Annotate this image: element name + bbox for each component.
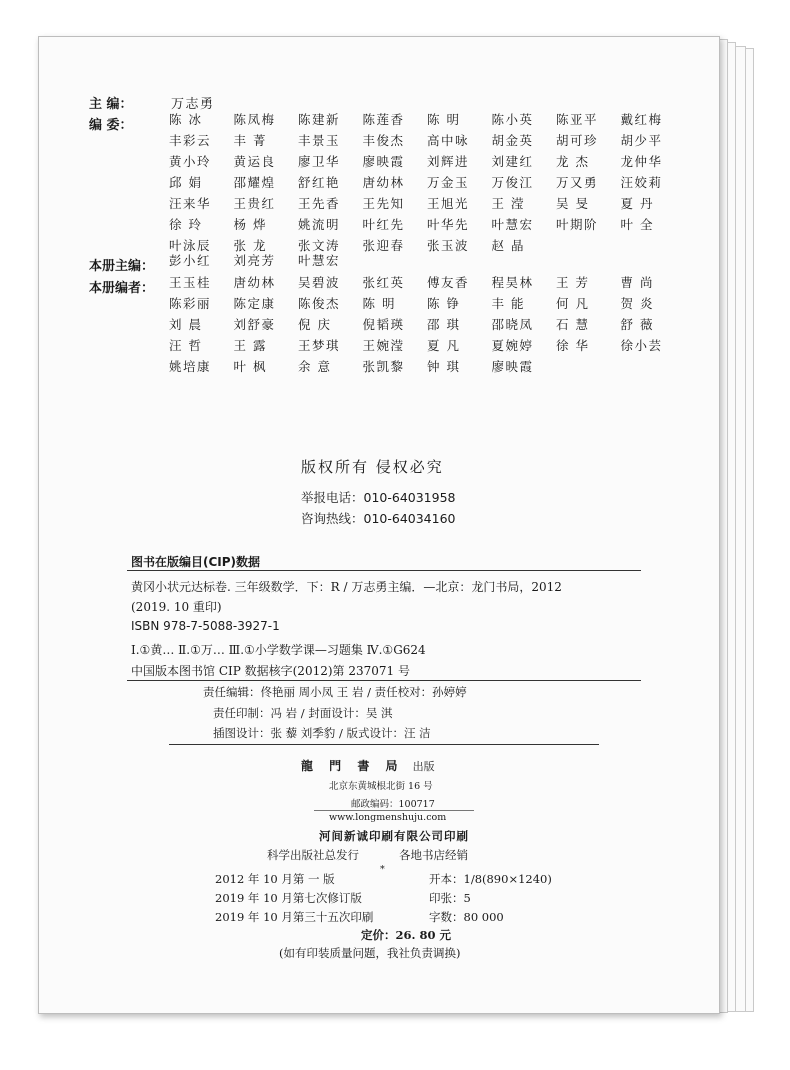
- volume-editor-name: 王 芳: [556, 274, 590, 290]
- edition-row3-left: 2019 年 10 月第三十五次印刷: [215, 910, 374, 924]
- volume-editor-row: [169, 313, 685, 334]
- distribution-right: 各地书店经销: [399, 848, 468, 862]
- volume-editor-row: [169, 292, 685, 313]
- volume-editor-name: 廖映霞: [491, 358, 534, 374]
- editorial-board-name: 刘辉进: [427, 153, 470, 169]
- volume-editor-name: 贺 炎: [620, 295, 654, 311]
- volume-editor-name: 王玉桂: [169, 274, 212, 290]
- volume-editor-name: 程昊林: [491, 274, 534, 290]
- volume-editor-name: 陈 铮: [427, 295, 461, 311]
- editorial-board-name: 龙仲华: [620, 153, 663, 169]
- editorial-board-name: 赵 晶: [491, 237, 525, 253]
- quality-note: (如有印装质量问题，我社负责调换): [279, 946, 461, 960]
- editorial-board-name: 胡金英: [491, 132, 534, 148]
- printer-name: 河间新诚印刷有限公司印刷: [319, 829, 469, 843]
- editorial-board-name: 张玉波: [427, 237, 470, 253]
- editorial-board-row: [169, 150, 685, 171]
- cip-classification: Ⅰ.①黄… Ⅱ.①万… Ⅲ.①小学数学课—习题集 Ⅳ.①G624: [131, 643, 426, 657]
- editorial-board-name: 叶 全: [620, 216, 654, 232]
- editorial-board-name: 黄运良: [233, 153, 276, 169]
- editorial-board-name: 叶华先: [427, 216, 470, 232]
- volume-editor-name: 石 慧: [556, 316, 590, 332]
- edition-row2-left: 2019 年 10 月第七次修订版: [215, 891, 362, 905]
- print-cover-credits: 责任印制：冯 岩 / 封面设计：吴 淇: [213, 706, 393, 720]
- editorial-board-row: [169, 108, 685, 129]
- editorial-board-name: 杨 烨: [233, 216, 267, 232]
- consult-hotline: 咨询热线：010-64034160: [301, 511, 456, 526]
- chief-editor-label: 主 编：: [89, 97, 133, 112]
- volume-editor-name: 陈俊杰: [298, 295, 341, 311]
- volume-editor-name: 刘舒豪: [233, 316, 276, 332]
- cip-bottom-rule: [127, 680, 641, 681]
- volume-editor-row: [169, 334, 685, 355]
- editorial-board-name: 张 龙: [233, 237, 267, 253]
- editorial-board-name: 丰俊杰: [362, 132, 405, 148]
- cip-core-number: 中国版本图书馆 CIP 数据核字(2012)第 237071 号: [131, 664, 410, 678]
- cip-title-line: 黄冈小状元达标卷. 三年级数学．下：R / 万志勇主编．—北京：龙门书局，2012: [131, 580, 562, 594]
- illustration-layout-credits: 插图设计：张 藜 刘季豹 / 版式设计：汪 洁: [213, 726, 431, 740]
- volume-editor-name: 陈定康: [233, 295, 276, 311]
- editorial-board-name: 张迎春: [362, 237, 405, 253]
- editorial-board-name: 丰 菁: [233, 132, 267, 148]
- editorial-board-row: [169, 213, 685, 234]
- editorial-board-name: 陈 冰: [169, 111, 203, 127]
- editorial-board-name: 夏 丹: [620, 195, 654, 211]
- editorial-board-name: 王先香: [298, 195, 341, 211]
- volume-editor-name: 陈 明: [362, 295, 396, 311]
- editorial-board-name: 舒红艳: [298, 174, 341, 190]
- editorial-board-name: 王先知: [362, 195, 405, 211]
- chief-editor-name: 万志勇: [171, 97, 215, 112]
- volume-editor-name: 叶 枫: [233, 358, 267, 374]
- publisher-postcode: 邮政编码：100717: [351, 799, 435, 810]
- volume-editor-name: 姚培康: [169, 358, 212, 374]
- editorial-board-name: 叶期阶: [556, 216, 599, 232]
- publisher-website: www.longmenshuju.com: [329, 812, 447, 823]
- volume-editor-row: [169, 271, 685, 292]
- separator-asterisk: *: [380, 864, 385, 875]
- volume-editor-name: 傅友香: [427, 274, 470, 290]
- editorial-board-label: 编 委：: [89, 118, 133, 133]
- editorial-board-names: [169, 108, 685, 255]
- edition-row1-right: 开本：1/8(890×1240): [429, 872, 552, 886]
- volume-editor-name: 唐幼林: [233, 274, 276, 290]
- price: 定价：26. 80 元: [361, 928, 452, 942]
- editorial-board-name: 汪来华: [169, 195, 212, 211]
- editorial-board-name: 万又勇: [556, 174, 599, 190]
- editorial-board-name: 唐幼林: [362, 174, 405, 190]
- editorial-board-name: 叶泳辰: [169, 237, 212, 253]
- volume-editor-name: 徐 华: [556, 337, 590, 353]
- editorial-board-name: 吴 旻: [556, 195, 590, 211]
- volume-editor-name: 何 凡: [556, 295, 590, 311]
- volume-chief-editor-label: 本册主编：: [89, 259, 155, 274]
- editorial-board-name: 陈凤梅: [233, 111, 276, 127]
- volume-editor-name: 倪 庆: [298, 316, 332, 332]
- editorial-board-name: 廖卫华: [298, 153, 341, 169]
- volume-chief-name: 叶慧宏: [298, 252, 341, 268]
- editorial-board-name: 王 滢: [491, 195, 525, 211]
- responsible-editors: 责任编辑：佟艳丽 周小凤 王 岩 / 责任校对：孙婷婷: [203, 685, 467, 699]
- distribution-left: 科学出版社总发行: [267, 848, 359, 862]
- volume-chief-editor-names: [169, 249, 363, 270]
- volume-editors-label: 本册编者：: [89, 281, 155, 296]
- editorial-board-name: 胡少平: [620, 132, 663, 148]
- copyright-title: 版权所有 侵权必究: [301, 458, 444, 476]
- website-rule: [314, 810, 474, 811]
- editorial-board-name: 叶慧宏: [491, 216, 534, 232]
- copyright-page: [38, 36, 720, 1014]
- volume-chief-name: 彭小红: [169, 252, 212, 268]
- credits-rule: [169, 744, 599, 745]
- volume-editor-name: 王 露: [233, 337, 267, 353]
- edition-row1-left: 2012 年 10 月第 一 版: [215, 872, 335, 886]
- cip-heading: 图书在版编目(CIP)数据: [131, 555, 261, 569]
- editorial-board-name: 汪姣莉: [620, 174, 663, 190]
- publisher-address: 北京东黄城根北街 16 号: [329, 781, 433, 792]
- cip-reprint-line: (2019. 10 重印): [131, 600, 222, 614]
- volume-editor-name: 倪韬瑛: [362, 316, 405, 332]
- editorial-board-name: 王旭光: [427, 195, 470, 211]
- report-phone: 举报电话：010-64031958: [301, 490, 456, 505]
- volume-editor-name: 夏 凡: [427, 337, 461, 353]
- editorial-board-name: 胡可珍: [556, 132, 599, 148]
- volume-editor-name: 丰 能: [491, 295, 525, 311]
- volume-editor-name: 陈彩丽: [169, 295, 212, 311]
- volume-editor-name: 王婉滢: [362, 337, 405, 353]
- volume-editor-name: 舒 薇: [620, 316, 654, 332]
- volume-editor-name: 刘 晨: [169, 316, 203, 332]
- edition-row3-right: 字数：80 000: [429, 910, 504, 924]
- editorial-board-name: 黄小玲: [169, 153, 212, 169]
- volume-editors-names: [169, 271, 685, 376]
- volume-editor-name: 曹 尚: [620, 274, 654, 290]
- editorial-board-name: 丰景玉: [298, 132, 341, 148]
- cip-isbn: ISBN 978-7-5088-3927-1: [131, 619, 280, 633]
- editorial-board-name: 陈 明: [427, 111, 461, 127]
- volume-editor-name: 王梦琪: [298, 337, 341, 353]
- editorial-board-name: 万俊江: [491, 174, 534, 190]
- editorial-board-row: [169, 129, 685, 150]
- volume-editor-row: [169, 355, 685, 376]
- editorial-board-name: 戴红梅: [620, 111, 663, 127]
- volume-editor-name: 邵晓凤: [491, 316, 534, 332]
- volume-editor-name: 钟 琪: [427, 358, 461, 374]
- editorial-board-name: 万金玉: [427, 174, 470, 190]
- publisher-logo: 龍 門 書 局: [301, 759, 404, 773]
- editorial-board-name: 廖映霞: [362, 153, 405, 169]
- volume-editor-name: 邵 琪: [427, 316, 461, 332]
- editorial-board-name: 丰彩云: [169, 132, 212, 148]
- editorial-board-name: 刘建红: [491, 153, 534, 169]
- volume-editor-name: 张凯黎: [362, 358, 405, 374]
- editorial-board-name: 高中咏: [427, 132, 470, 148]
- editorial-board-name: 陈莲香: [362, 111, 405, 127]
- editorial-board-name: 叶红先: [362, 216, 405, 232]
- editorial-board-name: 邱 娟: [169, 174, 203, 190]
- volume-chief-name: 刘亮芳: [233, 252, 276, 268]
- editorial-board-row: [169, 171, 685, 192]
- volume-editor-name: 汪 哲: [169, 337, 203, 353]
- editorial-board-name: 陈建新: [298, 111, 341, 127]
- editorial-board-name: 徐 玲: [169, 216, 203, 232]
- volume-editor-name: 徐小芸: [620, 337, 663, 353]
- publish-word: 出版: [412, 760, 435, 773]
- editorial-board-name: 陈小英: [491, 111, 534, 127]
- volume-editor-name: 吴碧波: [298, 274, 341, 290]
- volume-editor-name: 夏婉婷: [491, 337, 534, 353]
- publisher-line: [301, 755, 435, 774]
- cip-top-rule: [127, 570, 641, 571]
- volume-editor-name: 张红英: [362, 274, 405, 290]
- editorial-board-row: [169, 192, 685, 213]
- editorial-board-name: 姚流明: [298, 216, 341, 232]
- editorial-board-name: 王贵红: [233, 195, 276, 211]
- editorial-board-name: 陈亚平: [556, 111, 599, 127]
- edition-row2-right: 印张：5: [429, 891, 471, 905]
- editorial-board-name: 龙 杰: [556, 153, 590, 169]
- volume-chief-row: [169, 249, 363, 270]
- editorial-board-name: 张文涛: [298, 237, 341, 253]
- editorial-board-name: 邵耀煌: [233, 174, 276, 190]
- volume-editor-name: 余 意: [298, 358, 332, 374]
